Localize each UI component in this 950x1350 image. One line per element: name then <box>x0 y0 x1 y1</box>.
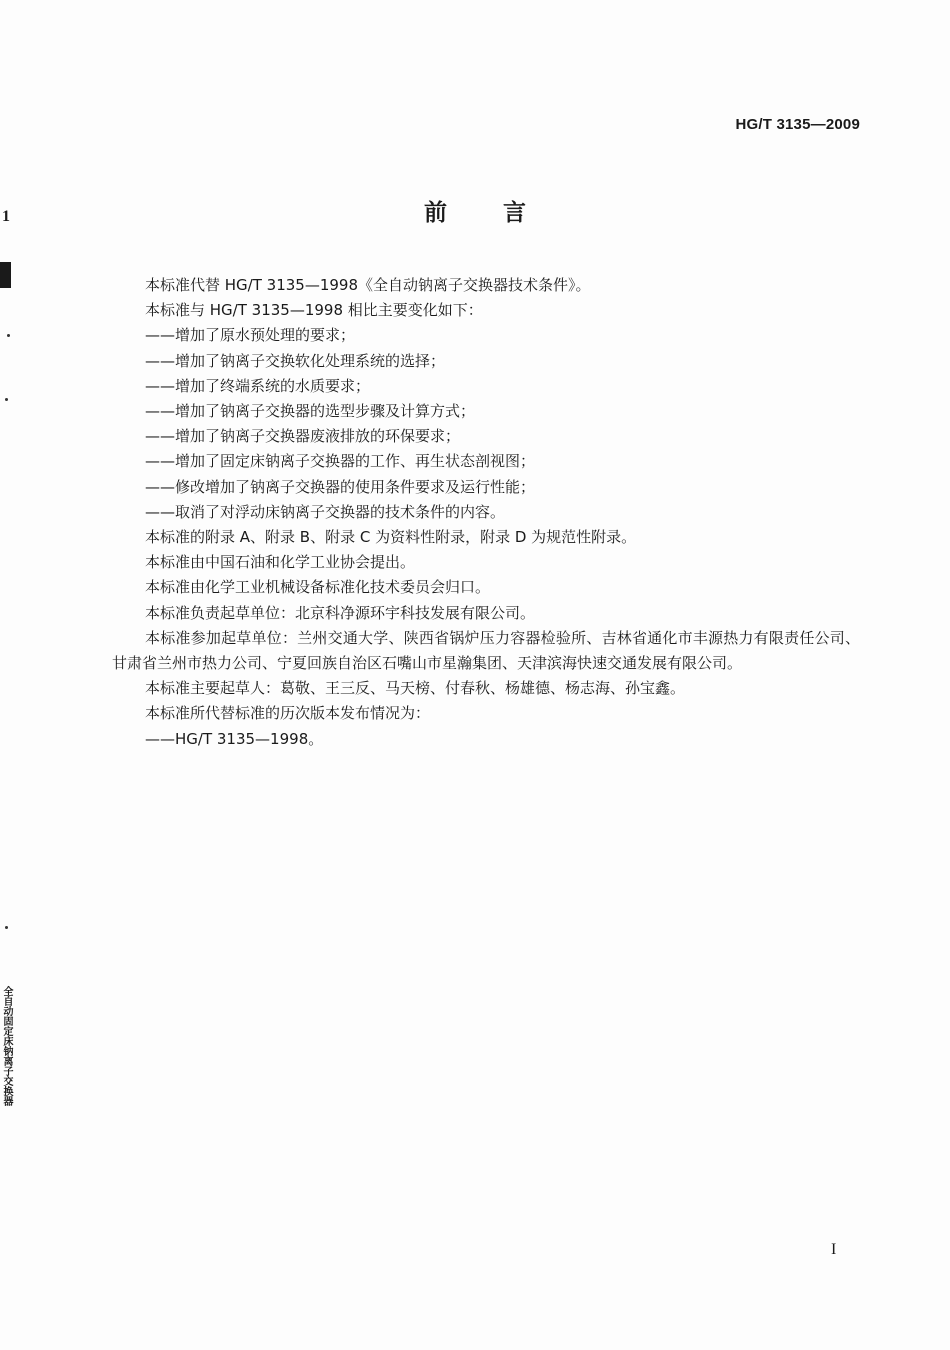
list-item: ——增加了固定床钠离子交换器的工作、再生状态剖视图； <box>145 452 536 471</box>
page-number: I <box>831 1241 837 1258</box>
list-item: ——修改增加了钠离子交换器的使用条件要求及运行性能； <box>145 477 536 496</box>
paragraph: 本标准代替 HG/T 3135—1998《全自动钠离子交换器技术条件》。 <box>145 276 591 294</box>
page-title: 前言 <box>424 200 582 226</box>
list-item: ——取消了对浮动床钠离子交换器的技术条件的内容。 <box>145 502 506 521</box>
list-item: ——HG/T 3135—1998。 <box>145 729 324 748</box>
scan-dot <box>5 398 8 401</box>
binding-edge-mark <box>0 262 11 288</box>
spine-title: 全自动固定床钠离子交换器 <box>1 986 12 1106</box>
paragraph: 本标准由中国石油和化学工业协会提出。 <box>145 553 416 572</box>
list-item: ——增加了原水预处理的要求； <box>145 326 356 345</box>
list-item: ——增加了钠离子交换软化处理系统的选择； <box>145 351 446 370</box>
paragraph: 本标准负责起草单位：北京科净源环宇科技发展有限公司。 <box>145 603 536 622</box>
paragraph: 本标准由化学工业机械设备标准化技术委员会归口。 <box>145 578 491 597</box>
list-item: ——增加了钠离子交换器的选型步骤及计算方式； <box>145 402 476 421</box>
list-item: ——增加了终端系统的水质要求； <box>145 376 371 395</box>
paragraph: 本标准所代替标准的历次版本发布情况为： <box>145 704 431 723</box>
paragraph: 本标准与 HG/T 3135—1998 相比主要变化如下： <box>145 301 483 320</box>
scan-dot <box>5 926 8 929</box>
binding-edge-number: 1 <box>2 208 10 225</box>
list-item: ——增加了钠离子交换器废液排放的环保要求； <box>145 427 461 446</box>
standard-number: HG/T 3135—2009 <box>735 116 860 133</box>
paragraph: 本标准主要起草人：葛敬、王三反、马天榜、付春秋、杨雄德、杨志海、孙宝鑫。 <box>145 679 686 698</box>
preface-body <box>112 273 860 752</box>
paragraph: 本标准的附录 A、附录 B、附录 C 为资料性附录，附录 D 为规范性附录。 <box>145 528 637 547</box>
paragraph: 本标准参加起草单位：兰州交通大学、陕西省锅炉压力容器检验所、吉林省通化市丰源热力有限责任公司、甘肃省兰州市热力公司、宁夏回族自治区石嘴山市星瀚集团、天津滨海快速交通发展有限公司。 <box>112 628 860 673</box>
scan-dot <box>7 334 10 337</box>
